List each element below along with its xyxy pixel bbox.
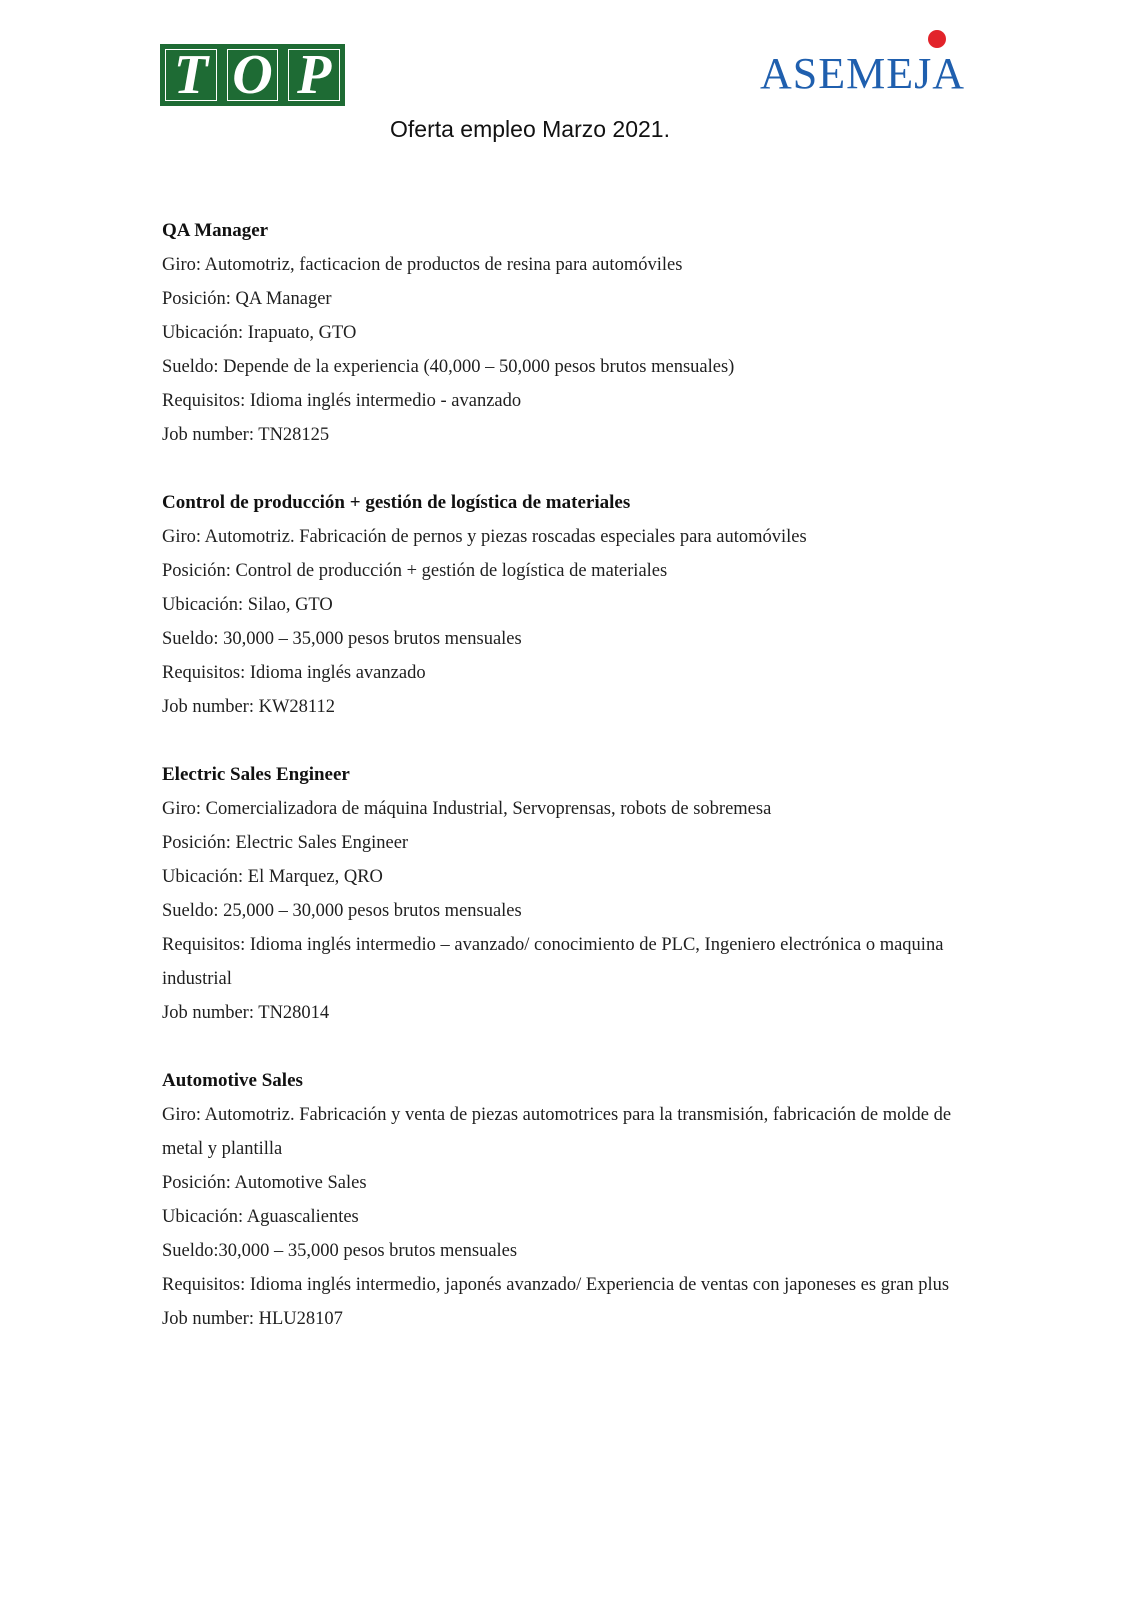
asemeja-logo [760, 48, 975, 108]
job-title: QA Manager [162, 220, 269, 241]
job-listing-qa-manager [162, 214, 962, 452]
top-logo-box-o [222, 44, 284, 106]
job-listing-automotive-sales [162, 1064, 962, 1336]
job-ubicacion: Ubicación: El Marquez, QRO [162, 867, 383, 887]
top-logo-box-p [283, 44, 345, 106]
job-listing-control-produccion [162, 486, 962, 724]
job-requisitos: Requisitos: Idioma inglés intermedio, japonés avanzado/ Experiencia de ventas con japoneses es gran plus [162, 1275, 950, 1295]
job-ubicacion: Ubicación: Aguascalientes [162, 1207, 359, 1227]
asemeja-logo-red-dot [928, 30, 946, 48]
job-requisitos: Requisitos: Idioma inglés avanzado [162, 663, 426, 683]
job-posicion: Posición: Electric Sales Engineer [162, 833, 409, 853]
job-number: Job number: TN28014 [162, 1003, 330, 1023]
job-ubicacion: Ubicación: Irapuato, GTO [162, 323, 357, 343]
job-giro: Giro: Automotriz. Fabricación y venta de piezas automotrices para la transmisión, fabricación de molde de metal y plantilla [162, 1105, 952, 1159]
job-ubicacion: Ubicación: Silao, GTO [162, 595, 333, 615]
top-logo-letter-o: O [232, 44, 273, 106]
top-logo-box-t [160, 44, 222, 106]
job-number: Job number: HLU28107 [162, 1309, 343, 1329]
job-posicion: Posición: Automotive Sales [162, 1173, 367, 1193]
page-title: Oferta empleo Marzo 2021. [390, 116, 670, 142]
job-title: Automotive Sales [162, 1070, 303, 1091]
job-giro: Giro: Automotriz. Fabricación de pernos y piezas roscadas especiales para automóviles [162, 527, 807, 547]
job-giro: Giro: Comercializadora de máquina Industrial, Servoprensas, robots de sobremesa [162, 799, 772, 819]
top-logo-letter-t: T [173, 44, 208, 106]
job-giro: Giro: Automotriz, facticacion de productos de resina para automóviles [162, 255, 683, 275]
job-requisitos: Requisitos: Idioma inglés intermedio – avanzado/ conocimiento de PLC, Ingeniero electrónica o maquina industrial [162, 935, 944, 989]
job-number: Job number: TN28125 [162, 425, 330, 445]
job-sueldo: Sueldo: 25,000 – 30,000 pesos brutos mensuales [162, 901, 522, 921]
job-posicion: Posición: Control de producción + gestión de logística de materiales [162, 561, 668, 581]
job-sueldo: Sueldo: 30,000 – 35,000 pesos brutos mensuales [162, 629, 522, 649]
job-title: Electric Sales Engineer [162, 764, 350, 785]
job-listing-electric-sales-engineer [162, 758, 962, 1030]
job-number: Job number: KW28112 [162, 697, 335, 717]
job-list [162, 214, 962, 1370]
job-sueldo: Sueldo:30,000 – 35,000 pesos brutos mensuales [162, 1241, 518, 1261]
top-logo [160, 44, 345, 106]
job-requisitos: Requisitos: Idioma inglés intermedio - avanzado [162, 391, 522, 411]
top-logo-letter-p: P [297, 44, 332, 106]
job-sueldo: Sueldo: Depende de la experiencia (40,000 – 50,000 pesos brutos mensuales) [162, 357, 735, 377]
job-title: Control de producción + gestión de logística de materiales [162, 492, 631, 513]
job-posicion: Posición: QA Manager [162, 289, 332, 309]
asemeja-logo-text: ASEMEJA [760, 49, 966, 98]
